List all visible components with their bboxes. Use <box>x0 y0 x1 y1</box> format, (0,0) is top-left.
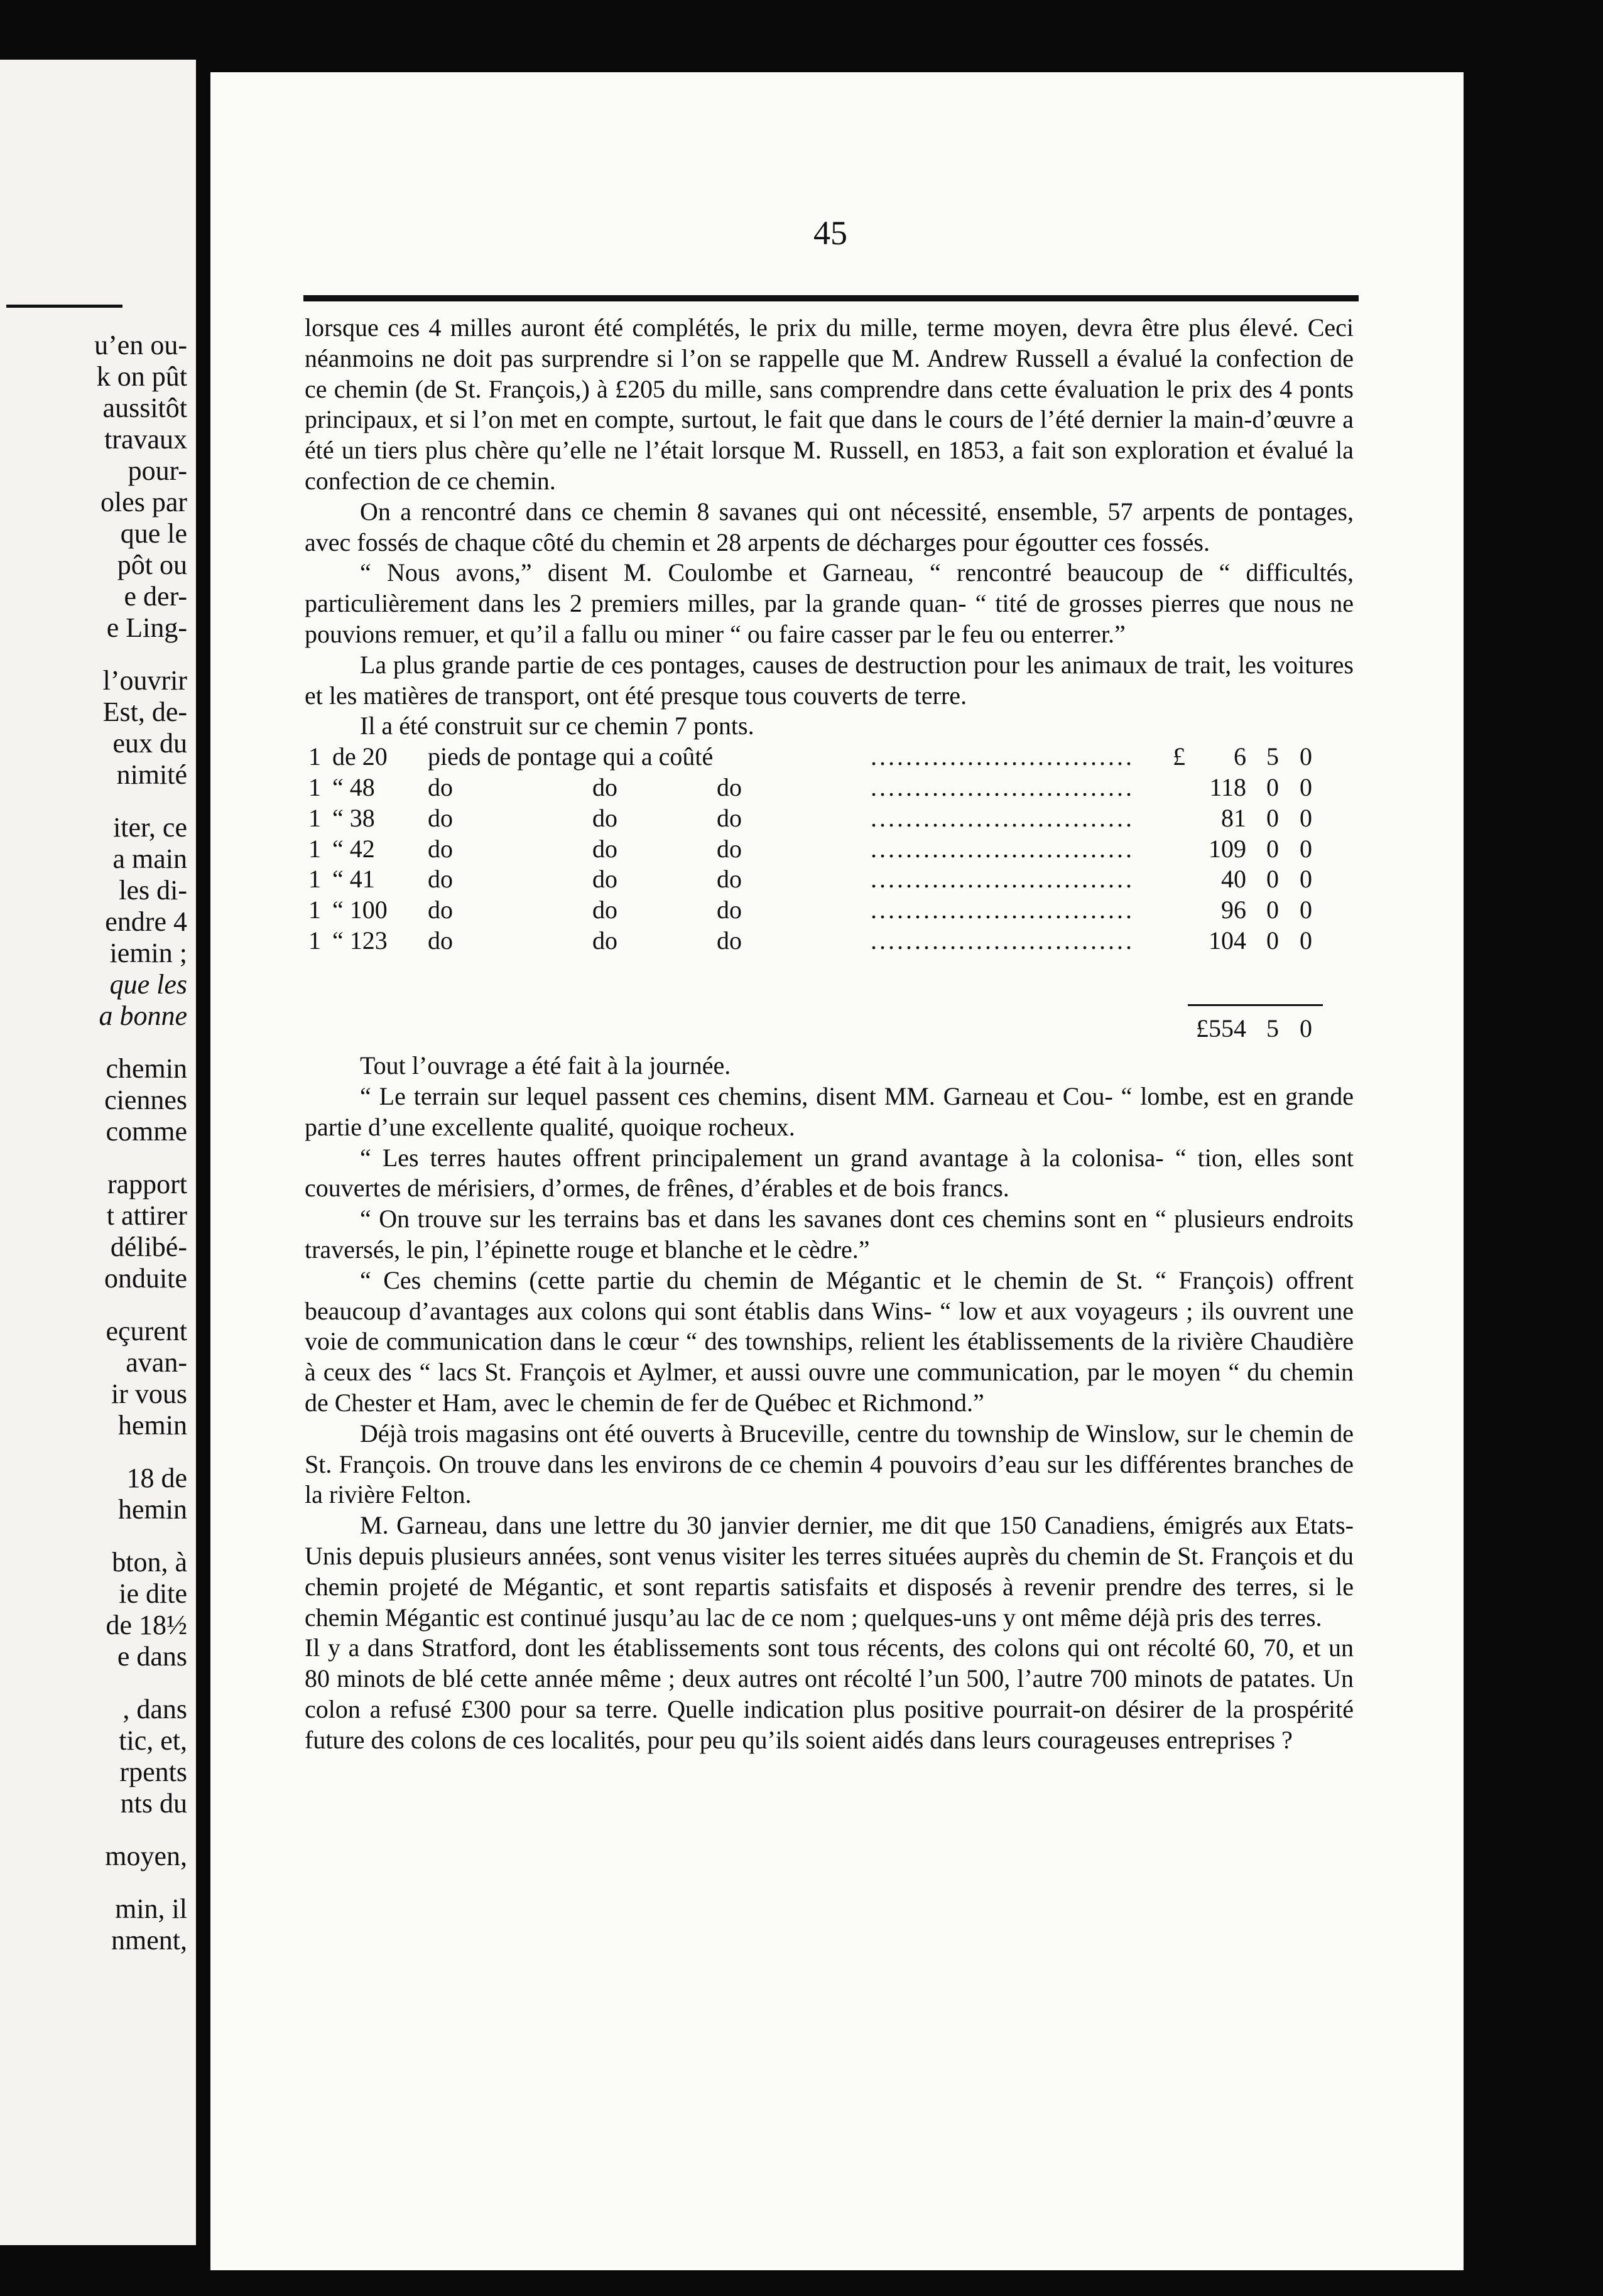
row-description: do <box>428 865 453 894</box>
row-ditto: do <box>592 865 617 894</box>
dot-leader: .............................. <box>871 865 1134 894</box>
row-shillings: 0 <box>1266 926 1279 955</box>
left-page-fragment <box>0 60 196 2245</box>
dot-leader: .............................. <box>871 772 1134 801</box>
row-length: “ 41 <box>332 865 375 894</box>
row-shillings: 0 <box>1266 865 1279 894</box>
left-page-line: e dans <box>117 1641 187 1672</box>
left-page-line <box>0 644 187 665</box>
table-row <box>308 834 1354 865</box>
left-page-line: de 18½ <box>106 1610 187 1640</box>
row-pounds: 81 <box>1221 803 1246 832</box>
left-page-line: chemin <box>106 1053 187 1084</box>
left-page-rule <box>6 305 122 308</box>
left-page-line: hemin <box>118 1494 187 1525</box>
row-shillings: 0 <box>1266 803 1279 832</box>
total-pounds: £554 <box>1196 1014 1246 1043</box>
paragraphs-top <box>305 313 1354 742</box>
dot-leader: .............................. <box>871 926 1134 955</box>
row-count: 1 <box>308 834 321 863</box>
left-page-line: tic, et, <box>119 1725 187 1756</box>
table-row <box>308 926 1354 956</box>
left-page-line: eçurent <box>106 1316 187 1346</box>
left-page-line: bton, à <box>112 1547 187 1578</box>
left-page-line: que le <box>120 518 187 549</box>
total-pence: 0 <box>1300 1014 1312 1043</box>
row-shillings: 0 <box>1266 834 1279 863</box>
paragraph: On a rencontré dans ce chemin 8 savanes qui ont nécessité, ensemble, 57 arpents de pontages, avec fossés de chaque côté du chemin et 28 arpents de décharges pour égoutter ces fossés. <box>305 497 1354 556</box>
row-pounds: 109 <box>1209 834 1246 863</box>
row-ditto: do <box>592 896 617 924</box>
paragraph: “ Les terres hautes offrent principalement un grand avantage à la colonisa- “ tion, elles sont couvertes de mérisiers, d’ormes, de frênes, d’érables et de bois francs. <box>305 1143 1354 1203</box>
paragraph: La plus grande partie de ces pontages, causes de destruction pour les animaux de trait, les voitures et les matières de transport, ont été presque tous couverts de terre. <box>305 650 1354 710</box>
left-page-text <box>0 330 187 1956</box>
row-pounds: 40 <box>1221 865 1246 894</box>
left-page-line: k on pût <box>96 361 187 392</box>
row-ditto: do <box>717 896 742 924</box>
row-shillings: 5 <box>1266 742 1279 771</box>
left-page-line: Est, de- <box>102 696 187 727</box>
paragraph: Il y a dans Stratford, dont les établissements sont tous récents, des colons qui ont récolté 60, 70, et un 80 minots de blé cette année même ; deux autres ont récolté l’un 500, l’autre 700 minots de patates. Un colon a refusé £300 pour sa terre. Quelle indication plus positive pourrait-on désirer de la prospérité future des colons de ces localités, pour peu qu’ils soient aidés dans leurs courageuses entreprises ? <box>305 1633 1354 1754</box>
left-page-line: pôt ou <box>117 550 187 580</box>
dot-leader: .............................. <box>871 834 1134 863</box>
left-page-line: ie dite <box>119 1578 187 1609</box>
left-page-line <box>0 1294 187 1316</box>
paragraph: Il a été construit sur ce chemin 7 ponts. <box>360 712 754 740</box>
left-page-line: nment, <box>111 1925 187 1956</box>
row-description: do <box>428 896 453 924</box>
left-page-line: rpents <box>119 1757 187 1787</box>
left-page-line: iter, ce <box>113 812 187 843</box>
table-row <box>308 803 1354 834</box>
row-length: “ 42 <box>332 834 375 863</box>
row-description: do <box>428 803 453 832</box>
left-page-line: moyen, <box>105 1841 187 1871</box>
left-page-line: endre 4 <box>105 906 187 937</box>
table-row <box>308 772 1354 803</box>
left-page-line: pour- <box>128 455 187 486</box>
left-page-line <box>0 1819 187 1841</box>
row-pounds: 104 <box>1209 926 1246 955</box>
row-description: do <box>428 834 453 863</box>
left-page-line: l’ouvrir <box>102 665 187 696</box>
left-page-line: comme <box>106 1116 187 1147</box>
body-text <box>305 313 1354 1755</box>
row-ditto: do <box>592 772 617 801</box>
row-count: 1 <box>308 772 321 801</box>
row-pence: 0 <box>1300 742 1312 771</box>
row-ditto: do <box>717 803 742 832</box>
row-count: 1 <box>308 803 321 832</box>
left-page-line: ir vous <box>111 1378 187 1409</box>
left-page-line: a main <box>112 843 187 874</box>
left-page-line: ciennes <box>104 1085 187 1115</box>
left-page-line: nimité <box>116 759 187 790</box>
row-description: pieds de pontage qui a coûté <box>428 742 714 771</box>
row-pounds: 118 <box>1209 772 1246 801</box>
left-page-line: que les <box>109 969 187 1000</box>
left-page-line: aussitôt <box>102 393 187 423</box>
dot-leader: .............................. <box>871 742 1134 771</box>
left-page-line <box>0 1147 187 1169</box>
left-page-line: eux du <box>112 728 187 759</box>
row-ditto: do <box>717 926 742 955</box>
left-page-line: délibé- <box>110 1232 187 1262</box>
paragraph: Tout l’ouvrage a été fait à la journée. <box>360 1051 731 1080</box>
row-ditto: do <box>592 926 617 955</box>
row-length: “ 123 <box>332 926 388 955</box>
row-ditto: do <box>717 865 742 894</box>
left-page-line <box>0 1525 187 1547</box>
left-page-line: les di- <box>119 875 187 906</box>
paragraph: Déjà trois magasins ont été ouverts à Bruceville, centre du township de Winslow, sur le chemin de St. François. On trouve dans les environs de ce chemin 4 pouvoirs d’eau sur les différentes branches de la rivière Felton. <box>305 1419 1354 1509</box>
left-page-line: 18 de <box>126 1463 187 1493</box>
paragraphs-bottom <box>305 1051 1354 1755</box>
header-rule <box>303 295 1359 301</box>
main-page <box>210 72 1464 2270</box>
row-count: 1 <box>308 926 321 955</box>
row-pence: 0 <box>1300 803 1312 832</box>
row-currency: £ <box>1173 742 1185 771</box>
row-length: “ 100 <box>332 896 388 924</box>
left-page-line: nts du <box>120 1788 187 1819</box>
left-page-line: onduite <box>104 1263 187 1294</box>
row-shillings: 0 <box>1266 896 1279 924</box>
row-pence: 0 <box>1300 834 1312 863</box>
left-page-line: travaux <box>104 424 187 455</box>
paragraph: lorsque ces 4 milles auront été complétés, le prix du mille, terme moyen, devra être plus élevé. Ceci néanmoins ne doit pas surprendre si l’on se rappelle que M. Andrew Russell a évalué la confection de ce chemin (de St. François,) à £205 du mille, sans comprendre dans cette évaluation le prix des 4 ponts principaux, et si l’on met en compte, surtout, le fait que dans le cours de l’été dernier la main-d’œuvre a été un tiers plus chère qu’elle ne l’était lorsque M. Russell, en 1853, a fait son exploration et évalué la confection de ce chemin. <box>305 313 1354 495</box>
row-ditto: do <box>592 803 617 832</box>
row-pence: 0 <box>1300 896 1312 924</box>
left-page-line: min, il <box>115 1893 187 1924</box>
paragraph: “ Ces chemins (cette partie du chemin de Mégantic et le chemin de St. “ François) offrent beaucoup d’avantages aux colons qui sont établis dans Wins- “ low et aux voyageurs ; ils ouvrent une voie de communication dans le cœur “ des townships, relient les établissements de la rivière Chaudière à ceux des “ lacs St. François et Aylmer, et aussi ouvre une communication, par le moyen “ du chemin de Chester et Ham, avec le chemin de fer de Québec et Richmond.” <box>305 1265 1354 1417</box>
left-page-line: iemin ; <box>109 938 187 968</box>
table-row <box>308 864 1354 895</box>
table-rows <box>308 742 1354 956</box>
left-page-line <box>0 1872 187 1893</box>
bridge-cost-table <box>308 742 1354 1051</box>
left-page-line <box>0 791 187 812</box>
row-pence: 0 <box>1300 772 1312 801</box>
left-page-line: hemin <box>118 1410 187 1441</box>
left-page-line: , dans <box>122 1694 187 1725</box>
paragraph: “ Le terrain sur lequel passent ces chemins, disent MM. Garneau et Cou- “ lombe, est en grande partie d’une excellente qualité, quoique rocheux. <box>305 1081 1354 1141</box>
row-description: do <box>428 926 453 955</box>
row-count: 1 <box>308 896 321 924</box>
row-ditto: do <box>592 834 617 863</box>
paragraph: “ Nous avons,” disent M. Coulombe et Garneau, “ rencontré beaucoup de “ difficultés, particulièrement dans les 2 premiers milles, par la grande quan- “ tité de grosses pierres que nous ne pouvions remuer, et qu’il a fallu ou miner “ ou faire casser par le feu ou enterrer.” <box>305 558 1354 648</box>
row-count: 1 <box>308 865 321 894</box>
row-pence: 0 <box>1300 865 1312 894</box>
left-page-line: e Ling- <box>106 612 187 643</box>
left-page-line: rapport <box>107 1169 187 1199</box>
left-page-line: a bonne <box>99 1000 187 1031</box>
left-page-line: oles par <box>100 487 187 517</box>
row-length: “ 48 <box>332 772 375 801</box>
left-page-line <box>0 1441 187 1463</box>
total-shillings: 5 <box>1266 1014 1279 1043</box>
row-ditto: do <box>717 772 742 801</box>
left-page-line <box>0 1672 187 1694</box>
row-description: do <box>428 772 453 801</box>
dot-leader: .............................. <box>871 803 1134 832</box>
paragraph: M. Garneau, dans une lettre du 30 janvier dernier, me dit que 150 Canadiens, émigrés aux Etats-Unis depuis plusieurs années, sont venus visiter les terres situées auprès du chemin de St. François et du chemin projeté de Mégantic, et sont repartis satisfaits et disposés à revenir prendre des terres, si le chemin Mégantic est continué jusqu’au lac de ce nom ; quelques-uns y ont même déjà pris des terres. <box>305 1511 1354 1632</box>
dot-leader: .............................. <box>871 896 1134 924</box>
paragraph: “ On trouve sur les terrains bas et dans les savanes dont ces chemins sont en “ plusieurs endroits traversés, le pin, l’épinette rouge et blanche et le cèdre.” <box>305 1205 1354 1264</box>
left-page-line: t attirer <box>106 1200 187 1231</box>
left-page-line: e der- <box>124 581 187 612</box>
sum-rule <box>1188 1004 1323 1006</box>
row-count: 1 <box>308 742 321 771</box>
row-shillings: 0 <box>1266 772 1279 801</box>
row-pounds: 96 <box>1221 896 1246 924</box>
row-ditto: do <box>717 834 742 863</box>
row-pounds: 6 <box>1234 742 1246 771</box>
left-page-line: u’en ou- <box>94 330 187 360</box>
row-length: de 20 <box>332 742 388 771</box>
left-page-line <box>0 1032 187 1053</box>
row-pence: 0 <box>1300 926 1312 955</box>
table-row <box>308 895 1354 926</box>
left-page-line: avan- <box>126 1347 187 1378</box>
page-number: 45 <box>813 214 847 252</box>
scan-background-edge <box>1464 69 1603 2296</box>
row-length: “ 38 <box>332 803 375 832</box>
table-row <box>308 742 1354 772</box>
